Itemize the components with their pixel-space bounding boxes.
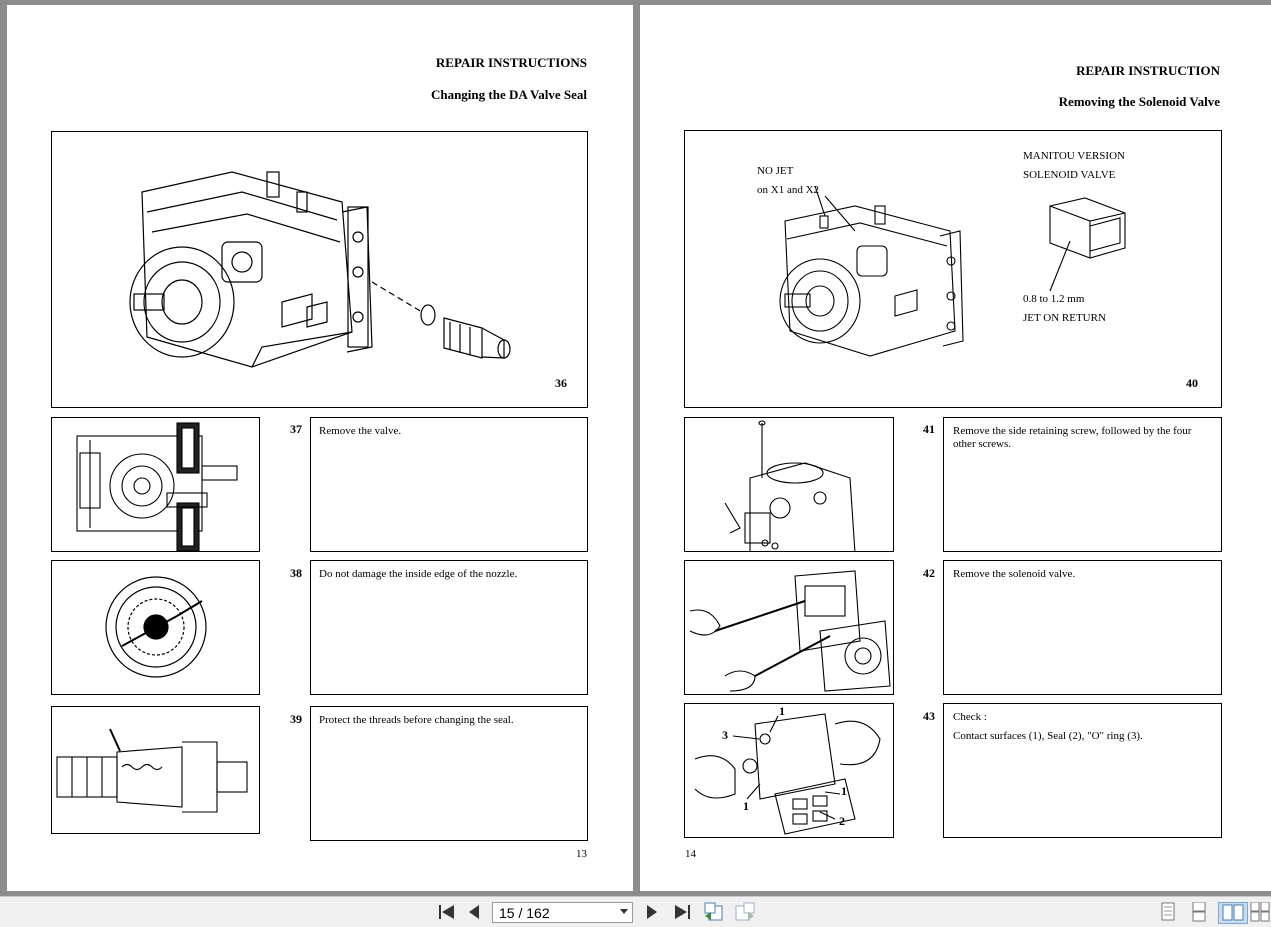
screw-removal-illustration xyxy=(685,418,894,552)
step-text-box xyxy=(943,417,1222,552)
step-text: Do not damage the inside edge of the nozzle. xyxy=(319,568,518,580)
document-page-right xyxy=(640,5,1271,891)
figure-step-42 xyxy=(684,560,894,695)
label-manitou-version: MANITOU VERSION xyxy=(1023,150,1125,162)
callout-1: 1 xyxy=(779,704,785,718)
figure-step-39 xyxy=(51,706,260,834)
step-number: 38 xyxy=(290,566,302,580)
page-number-select[interactable] xyxy=(492,902,633,923)
figure-pump-main xyxy=(51,131,588,408)
figure-number: 36 xyxy=(555,376,567,390)
step-number: 42 xyxy=(923,566,935,580)
step-text: Remove the side retaining screw, followed by the four other screws. xyxy=(953,425,1192,450)
figure-number: 40 xyxy=(1186,376,1198,390)
step-text-box xyxy=(310,417,588,552)
figure-step-43 xyxy=(684,703,894,838)
next-view-icon[interactable] xyxy=(734,903,756,921)
label-jet-size: 0.8 to 1.2 mm xyxy=(1023,293,1085,305)
figure-solenoid-main xyxy=(684,130,1222,408)
step-number: 41 xyxy=(923,422,935,436)
step-text-box xyxy=(310,560,588,695)
first-page-icon[interactable] xyxy=(435,903,457,921)
contact-surfaces-illustration xyxy=(685,704,894,838)
continuous-facing-view-icon[interactable] xyxy=(1250,903,1270,921)
step-text: Remove the valve. xyxy=(319,425,402,437)
facing-view-icon[interactable] xyxy=(1218,902,1248,924)
label-on-x1-x2: on X1 and X2 xyxy=(757,184,820,196)
figure-step-38 xyxy=(51,560,260,695)
document-page-left xyxy=(7,5,633,891)
nozzle-illustration xyxy=(52,561,260,695)
threaded-valve-illustration xyxy=(52,707,260,834)
page-header-title: REPAIR INSTRUCTIONS xyxy=(435,55,587,70)
step-text: Check : xyxy=(953,711,987,723)
page-number-display: 15 / 162 xyxy=(499,904,550,921)
page-header-subtitle: Changing the DA Valve Seal xyxy=(430,87,587,102)
page-header-subtitle: Removing the Solenoid Valve xyxy=(1058,94,1220,109)
step-text: Protect the threads before changing the seal. xyxy=(319,714,514,726)
callout-1: 1 xyxy=(841,784,847,798)
next-page-icon[interactable] xyxy=(643,903,661,921)
pump-illustration xyxy=(52,132,588,408)
previous-view-icon[interactable] xyxy=(703,903,725,921)
page-number: 14 xyxy=(685,848,696,860)
last-page-icon[interactable] xyxy=(672,903,694,921)
step-text-detail: Contact surfaces (1), Seal (2), "O" ring (3). xyxy=(953,730,1143,742)
step-number: 43 xyxy=(923,709,935,723)
previous-page-icon[interactable] xyxy=(465,903,483,921)
callout-2: 2 xyxy=(839,814,845,828)
valve-section-illustration xyxy=(52,418,260,552)
step-text-box xyxy=(310,706,588,841)
solenoid-removal-illustration xyxy=(685,561,894,695)
step-text-box xyxy=(943,560,1222,695)
step-text-box xyxy=(943,703,1222,838)
viewer-toolbar xyxy=(0,896,1271,927)
step-text: Remove the solenoid valve. xyxy=(953,568,1076,580)
figure-step-41 xyxy=(684,417,894,552)
page-number: 13 xyxy=(576,848,587,860)
label-solenoid-valve: SOLENOID VALVE xyxy=(1023,169,1116,181)
chevron-down-icon[interactable] xyxy=(620,909,628,914)
continuous-view-icon[interactable] xyxy=(1188,903,1210,921)
page-header-title: REPAIR INSTRUCTION xyxy=(1076,63,1220,78)
step-number: 37 xyxy=(290,422,302,436)
callout-3: 3 xyxy=(722,728,728,742)
single-page-view-icon[interactable] xyxy=(1157,903,1179,921)
figure-step-37 xyxy=(51,417,260,552)
step-number: 39 xyxy=(290,712,302,726)
label-jet-on-return: JET ON RETURN xyxy=(1023,312,1106,324)
label-no-jet: NO JET xyxy=(757,165,794,177)
callout-1: 1 xyxy=(743,799,749,813)
